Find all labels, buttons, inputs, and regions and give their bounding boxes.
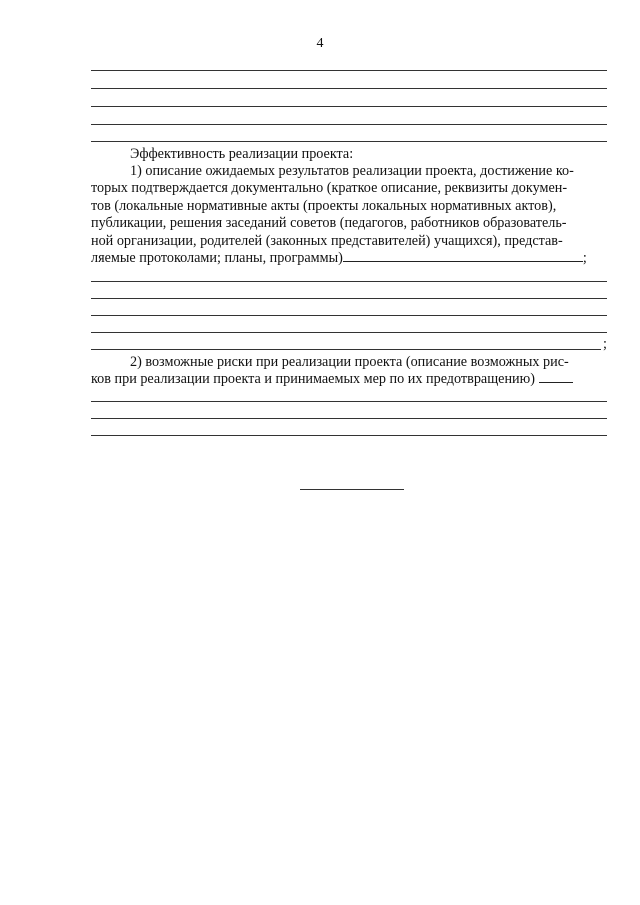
blank-line [91, 281, 607, 282]
blank-line [91, 401, 607, 402]
item-2-paragraph [91, 354, 607, 371]
item-2-first-line: 2) возможные риски при реализации проекта (описание возможных рис- [130, 354, 569, 370]
item-1-last-line-row [91, 250, 607, 267]
blank-line [91, 315, 607, 316]
item-2-last-line: ков при реализации проекта и принимаемых мер по их предотвращению) [91, 371, 535, 387]
item-1-first-line: 1) описание ожидаемых результатов реализации проекта, достижение ко- [130, 163, 574, 179]
item-1-line: публикации, решения заседаний советов (педагогов, работников образователь- [91, 215, 567, 232]
blank-line [91, 435, 607, 436]
item-1-line: ной организации, родителей (законных представителей) учащихся), представ- [91, 232, 563, 249]
blank-line [91, 298, 607, 299]
blank-line [91, 88, 607, 89]
blank-line [91, 106, 607, 107]
blank-line [91, 332, 607, 333]
blank-line [91, 349, 601, 350]
item-1-end-terminator: ; [603, 336, 607, 352]
item-1-paragraph [91, 163, 607, 250]
item-2-last-line-row [91, 371, 607, 388]
blank-line [91, 124, 607, 125]
item-1-terminator: ; [582, 250, 587, 266]
end-of-document-line [300, 489, 404, 490]
item-1-line: тов (локальные нормативные акты (проекты локальных нормативных актов), [91, 197, 557, 214]
blank-line [91, 418, 607, 419]
item-1-last-line: ляемые протоколами; планы, программы) [91, 250, 343, 266]
page-number: 4 [316, 36, 324, 51]
blank-line [91, 70, 607, 71]
item-1-line: торых подтверждается документально (краткое описание, реквизиты докумен- [91, 180, 568, 197]
fill-in-blank [539, 371, 573, 383]
fill-in-blank [343, 250, 583, 262]
blank-line [91, 141, 607, 142]
section-heading: Эффективность реализации проекта: [130, 146, 354, 162]
